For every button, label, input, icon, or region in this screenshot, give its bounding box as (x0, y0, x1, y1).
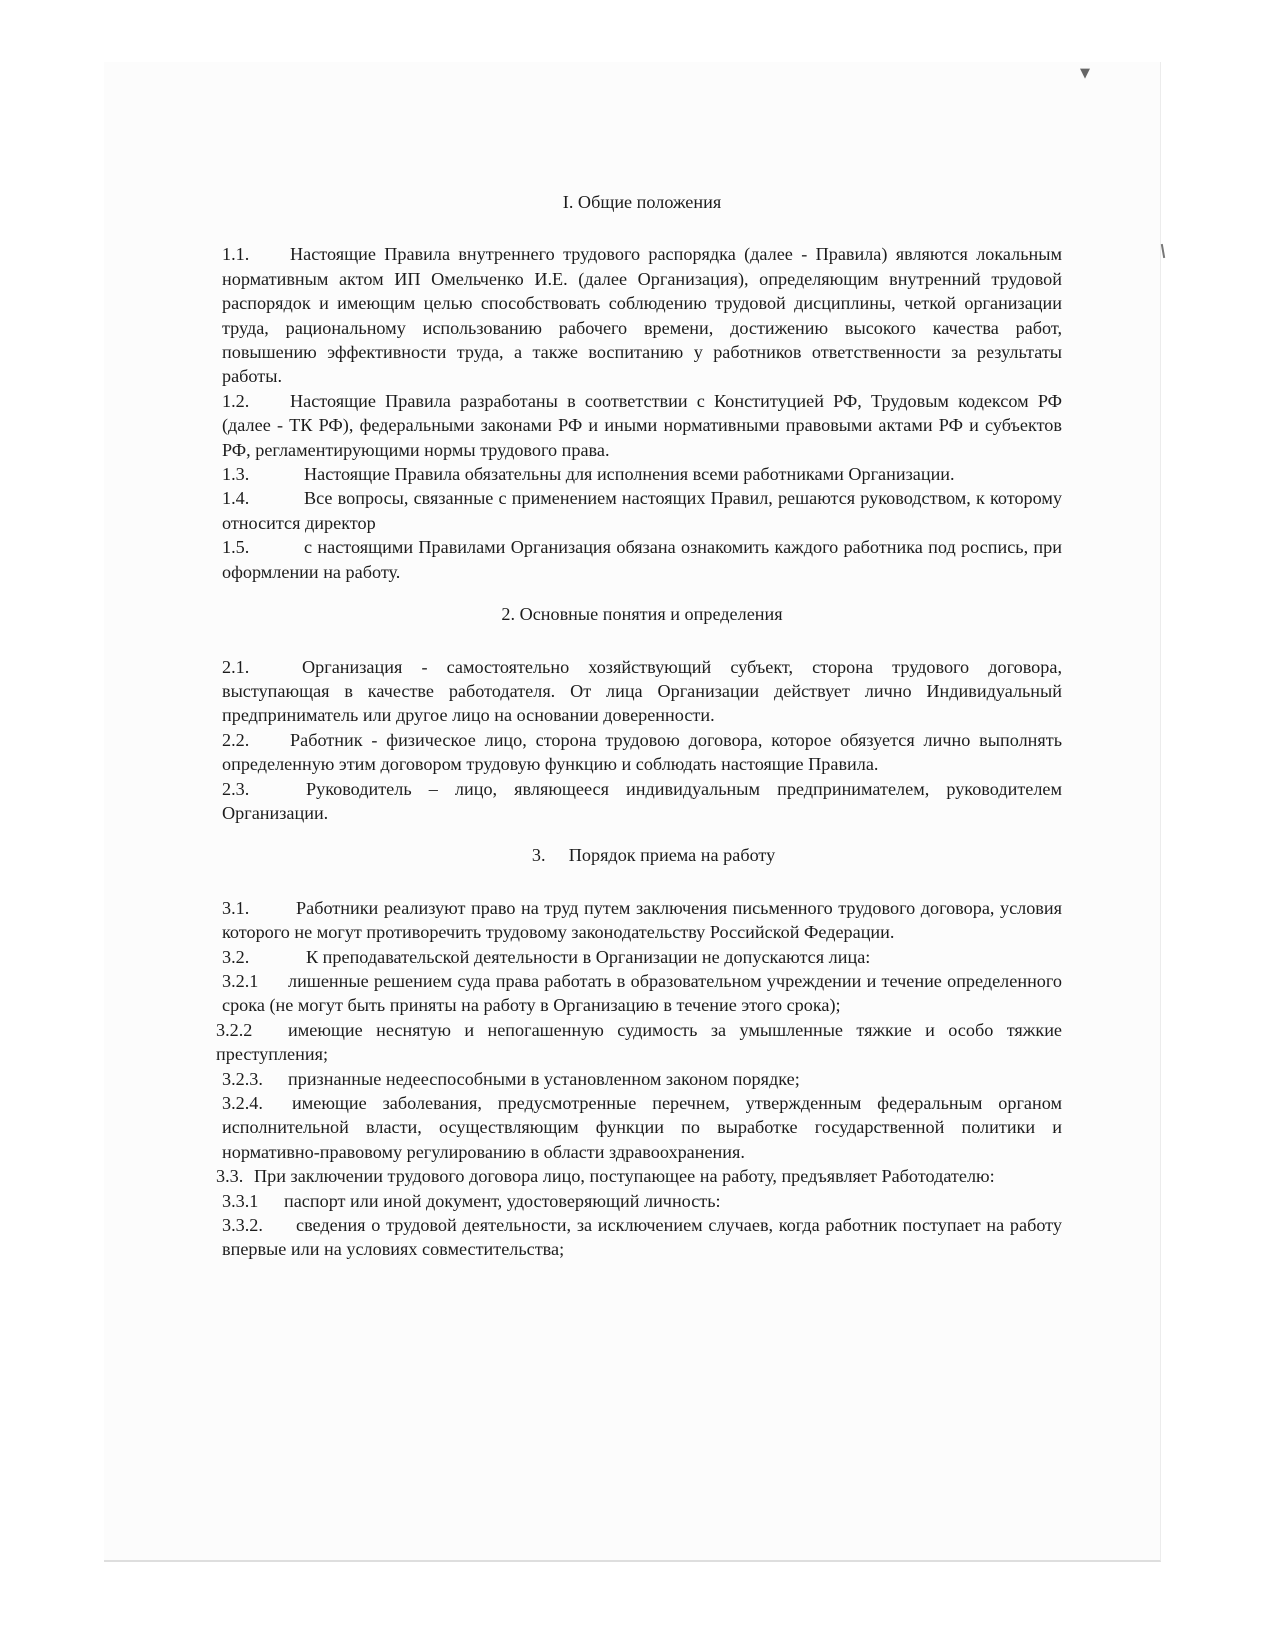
paragraph-number: 3.3.1 (222, 1190, 259, 1211)
paragraph-1-1 (222, 242, 1062, 388)
paragraph-text: Настоящие Правила внутреннего трудового распорядка (далее - Правила) являются локальным нормативным актом ИП Омельченко И.Е. (далее Организация), определяющим внутренний трудовой распорядок и имеющим целью способствовать соблюдению трудовой дисциплины, четкой организации труда, рациональному использованию рабочего времени, достижению высокого качества работ, повышению эффективности труда, а также воспитанию у работников ответственности за результаты работы. (222, 244, 1062, 387)
section-1-title: I. Общие положения (562, 192, 722, 212)
section-3-title (222, 843, 1062, 867)
paragraph-3-2-2 (216, 1018, 1062, 1067)
paragraph-text: сведения о трудовой деятельности, за исключением случаев, когда работник поступает на работу впервые или на условиях совместительства; (222, 1215, 1062, 1260)
paragraph-number: 1.2. (222, 390, 250, 411)
paragraph-number: 3.3.2. (222, 1215, 263, 1236)
paragraph-3-1 (222, 896, 1062, 945)
paragraph-number: 3.2.2 (216, 1019, 253, 1040)
paragraph-text: с настоящими Правилами Организация обязана ознакомить каждого работника под роспись, при оформлении на работу. (222, 537, 1062, 582)
paragraph-number: 3.2.3. (222, 1068, 263, 1089)
paragraph-2-1 (222, 655, 1062, 728)
paragraph-number: 3.1. (222, 897, 250, 918)
paragraph-number: 1.4. (222, 488, 250, 509)
paragraph-2-2 (222, 728, 1062, 777)
corner-mark-icon: ▼ (1080, 66, 1090, 81)
section-3-number: 3. (531, 845, 546, 866)
paragraph-number: 1.5. (222, 537, 250, 558)
paragraph-3-3-2 (222, 1213, 1062, 1262)
paragraph-text: паспорт или иной документ, удостоверяющий личность: (284, 1190, 721, 1211)
paragraph-number: 1.1. (222, 244, 250, 265)
paragraph-text: признанные недееспособными в установленном законом порядке; (288, 1068, 800, 1089)
paragraph-text: Все вопросы, связанные с применением настоящих Правил, решаются руководством, к которому относится директор (222, 488, 1062, 533)
paragraph-text: Работники реализуют право на труд путем заключения письменного трудового договора, условия которого не могут противоречить трудовому законодательству Российской Федерации. (222, 897, 1062, 943)
paragraph-1-3 (222, 462, 1062, 486)
paragraph-text: лишенные решением суда права работать в образовательном учреждении и течение определенного срока (не могут быть приняты на работу в Организацию в течение этого срока); (222, 970, 1062, 1016)
paragraph-text: К преподавательской деятельности в Организации не допускаются лица: (306, 946, 871, 967)
paragraph-3-3-1 (222, 1189, 1062, 1213)
paragraph-text: Работник - физическое лицо, сторона трудовою договора, которое обязуется лично выполнять определенную этим договором трудовую функцию и соблюдать настоящие Правила. (222, 729, 1062, 775)
paragraph-number: 2.3. (222, 778, 250, 799)
paragraph-text: Руководитель – лицо, являющееся индивидуальным предпринимателем, руководителем Организации. (222, 778, 1062, 823)
document-page (216, 190, 1062, 1262)
paragraph-number: 2.2. (222, 729, 250, 750)
paragraph-number: 3.2. (222, 946, 250, 967)
paragraph-3-2-3 (222, 1067, 1062, 1091)
paragraph-1-5 (222, 535, 1062, 584)
paragraph-text: Настоящие Правила обязательны для исполнения всеми работниками Организации. (304, 464, 955, 485)
paragraph-3-3 (216, 1164, 1062, 1188)
paragraph-text: При заключении трудового договора лицо, поступающее на работу, предъявляет Работодателю: (254, 1166, 995, 1187)
paragraph-text: Организация - самостоятельно хозяйствующий субъект, сторона трудового договора, выступающая в качестве работодателя. От лица Организации действует лично Индивидуальный предприниматель или другое лицо на основании доверенности. (222, 656, 1062, 726)
paragraph-3-2-4 (222, 1091, 1062, 1164)
paragraph-2-3 (222, 777, 1062, 826)
paragraph-number: 3.2.1 (222, 970, 259, 991)
paragraph-text: имеющие заболевания, предусмотренные перечнем, утвержденным федеральным органом исполнительной власти, осуществляющим функции по выработке государственной политики и нормативно-правовому регулированию в области здравоохранения. (222, 1093, 1062, 1162)
section-2-title: 2. Основные понятия и определения (501, 604, 783, 625)
paragraph-number: 3.2.4. (222, 1093, 263, 1113)
paragraph-number: 1.3. (222, 464, 250, 485)
paragraph-3-2 (222, 945, 1062, 969)
paragraph-3-2-1 (222, 969, 1062, 1018)
paragraph-1-4 (222, 486, 1062, 535)
section-3-title-text: Порядок приема на работу (568, 845, 776, 866)
paragraph-number: 2.1. (222, 656, 250, 677)
paragraph-1-2 (222, 389, 1062, 462)
paragraph-text: Настоящие Правила разработаны в соответствии с Конституцией РФ, Трудовым кодексом РФ (далее - ТК РФ), федеральными законами РФ и иными нормативными правовыми актами РФ и субъектов РФ, регламентирующими нормы трудового права. (222, 390, 1062, 460)
paragraph-text: имеющие неснятую и непогашенную судимость за умышленные тяжкие и особо тяжкие преступления; (216, 1019, 1062, 1065)
paragraph-number: 3.3. (216, 1166, 244, 1187)
margin-tick-mark (1161, 244, 1165, 258)
